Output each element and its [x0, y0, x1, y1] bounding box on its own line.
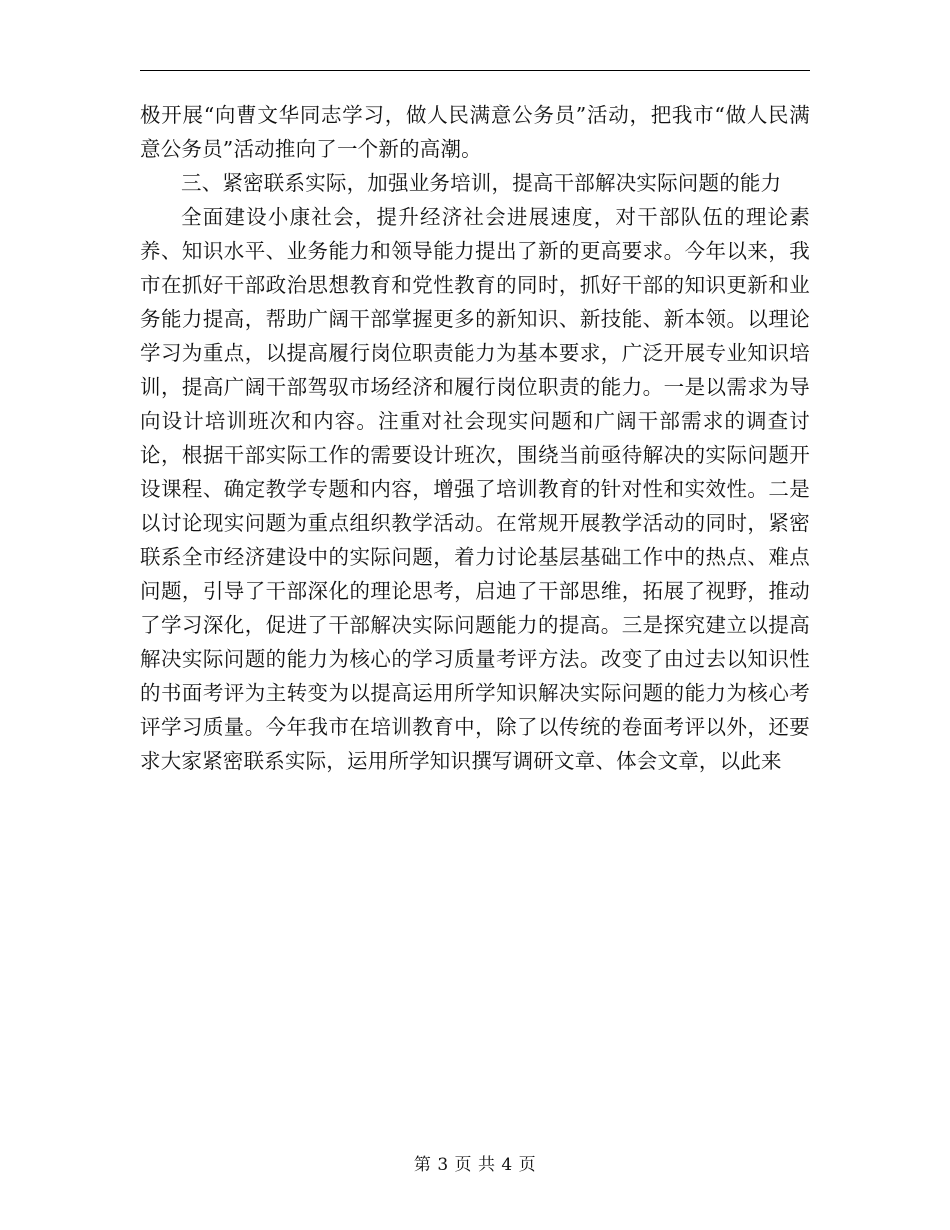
section-heading: 三、紧密联系实际，加强业务培训，提高干部解决实际问题的能力 [181, 171, 782, 195]
document-body [140, 98, 810, 778]
paragraph-section-body: 全面建设小康社会，提升经济社会进展速度，对干部队伍的理论素养、知识水平、业务能力和领导能力提出了新的更高要求。今年以来，我市在抓好干部政治思想教育和党性教育的同时，抓好干部的知识更新和业务能力提高，帮助广阔干部掌握更多的新知识、新技能、新本领。以理论学习为重点，以提高履行岗位职责能力为基本要求，广泛开展专业知识培训，提高广阔干部驾驭市场经济和履行岗位职责的能力。一是以需求为导向设计培训班次和内容。注重对社会现实问题和广阔干部需求的调查讨论，根据干部实际工作的需要设计班次，围绕当前亟待解决的实际问题开设课程、确定教学专题和内容，增强了培训教育的针对性和实效性。二是以讨论现实问题为重点组织教学活动。在常规开展教学活动的同时，紧密联系全市经济建设中的实际问题，着力讨论基层基础工作中的热点、难点问题，引导了干部深化的理论思考，启迪了干部思维，拓展了视野，推动了学习深化，促进了干部解决实际问题能力的提高。三是探究建立以提高解决实际问题的能力为核心的学习质量考评方法。改变了由过去以知识性的书面考评为主转变为以提高运用所学知识解决实际问题的能力为核心考评学习质量。今年我市在培训教育中，除了以传统的卷面考评以外，还要求大家紧密联系实际，运用所学知识撰写调研文章、体会文章，以此来 [140, 205, 810, 773]
page-number: 第 3 页 共 4 页 [413, 1155, 537, 1175]
header-rule [140, 70, 810, 71]
paragraph-continuation: 极开展“向曹文华同志学习，做人民满意公务员”活动，把我市“做人民满意公务员”活动推向了一个新的高潮。 [140, 103, 810, 161]
